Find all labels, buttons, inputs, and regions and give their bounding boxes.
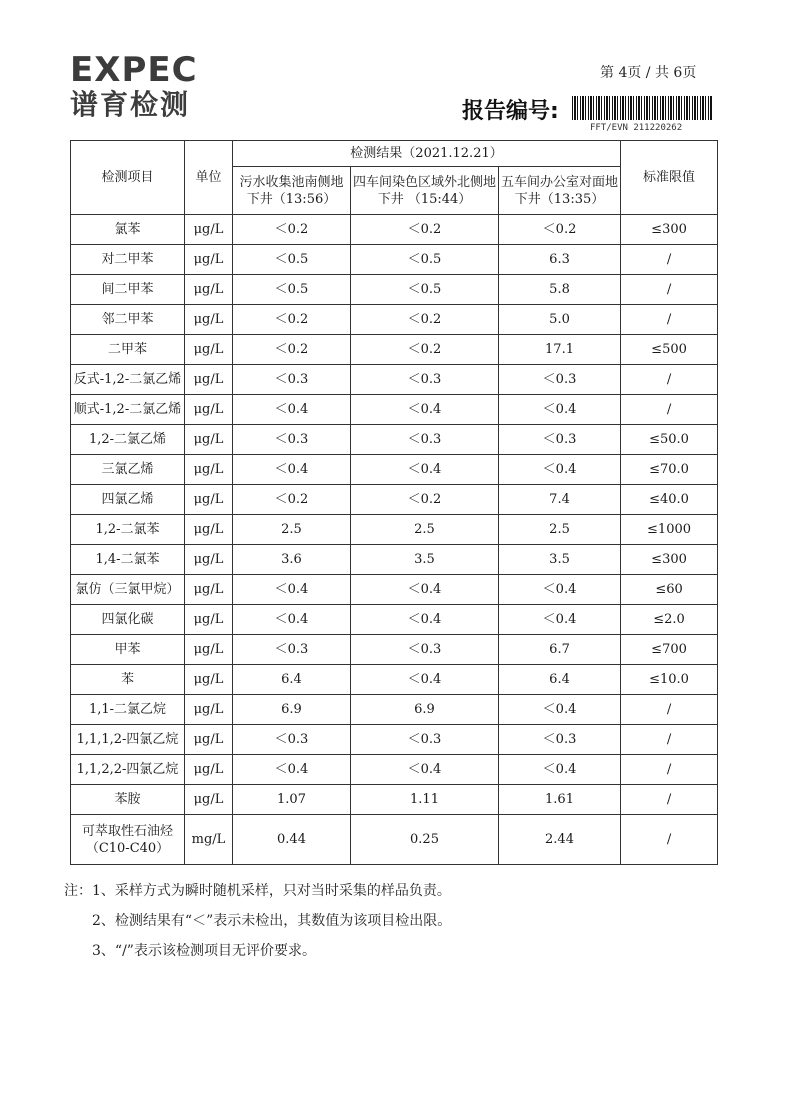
cell-item: 顺式-1,2-二氯乙烯: [71, 395, 185, 425]
cell-unit: μg/L: [185, 665, 233, 695]
cell-value-3: ＜0.2: [499, 215, 621, 245]
cell-unit: μg/L: [185, 275, 233, 305]
cell-limit: /: [621, 245, 718, 275]
cell-item: [71, 815, 185, 865]
cell-value-2: ＜0.4: [351, 575, 499, 605]
cell-item: 间二甲苯: [71, 275, 185, 305]
cell-item: 1,4-二氯苯: [71, 545, 185, 575]
cell-limit: /: [621, 725, 718, 755]
table-row: [71, 515, 718, 545]
cell-value-1: 2.5: [233, 515, 351, 545]
table-row: [71, 635, 718, 665]
cell-limit: ≤60: [621, 575, 718, 605]
table-row: [71, 785, 718, 815]
cell-value-1: ＜0.4: [233, 605, 351, 635]
cell-unit: μg/L: [185, 635, 233, 665]
table-row: [71, 695, 718, 725]
table-row: [71, 305, 718, 335]
cell-value-2: ＜0.4: [351, 395, 499, 425]
report-id: FFT/EVN 211220262: [590, 123, 683, 133]
cell-value-1: ＜0.4: [233, 395, 351, 425]
page-number: 第 4页 / 共 6页: [600, 65, 697, 81]
table-row: [71, 575, 718, 605]
cell-item: 1,2-二氯苯: [71, 515, 185, 545]
cell-value-1: ＜0.2: [233, 335, 351, 365]
cell-value-1: ＜0.5: [233, 245, 351, 275]
cell-item: 三氯乙烯: [71, 455, 185, 485]
cell-value-3: ＜0.3: [499, 725, 621, 755]
cell-unit: μg/L: [185, 605, 233, 635]
cell-limit: /: [621, 785, 718, 815]
header-limit: 标准限值: [621, 141, 718, 215]
cell-unit: μg/L: [185, 515, 233, 545]
cell-value-3: 1.61: [499, 785, 621, 815]
cell-value-2: 2.5: [351, 515, 499, 545]
cell-limit: /: [621, 395, 718, 425]
cell-value-1: ＜0.3: [233, 635, 351, 665]
cell-value-1: ＜0.3: [233, 725, 351, 755]
table-row: [71, 665, 718, 695]
cell-value-1: ＜0.2: [233, 305, 351, 335]
cell-unit: μg/L: [185, 785, 233, 815]
cell-value-1: ＜0.2: [233, 485, 351, 515]
cell-item: 苯: [71, 665, 185, 695]
note-3: 3、“/”表示该检测项目无评价要求。: [92, 943, 316, 959]
company-logo: [70, 52, 220, 122]
cell-limit: /: [621, 305, 718, 335]
table-row: [71, 455, 718, 485]
cell-value-2: ＜0.4: [351, 605, 499, 635]
cell-item: 苯胺: [71, 785, 185, 815]
cell-value-3: 6.3: [499, 245, 621, 275]
cell-value-3: ＜0.4: [499, 575, 621, 605]
cell-limit: /: [621, 755, 718, 785]
logo-english: EXPEC: [70, 50, 198, 90]
cell-value-3: 6.7: [499, 635, 621, 665]
cell-value-2: ＜0.2: [351, 485, 499, 515]
cell-value-2: 1.11: [351, 785, 499, 815]
cell-value-3: ＜0.4: [499, 455, 621, 485]
cell-item: 对二甲苯: [71, 245, 185, 275]
barcode: [572, 96, 712, 120]
cell-value-1: ＜0.4: [233, 455, 351, 485]
cell-unit: μg/L: [185, 545, 233, 575]
cell-value-1: 1.07: [233, 785, 351, 815]
cell-unit: μg/L: [185, 575, 233, 605]
cell-value-3: ＜0.3: [499, 425, 621, 455]
cell-item: 邻二甲苯: [71, 305, 185, 335]
table-row: [71, 215, 718, 245]
table-row: [71, 815, 718, 865]
cell-limit: ≤10.0: [621, 665, 718, 695]
cell-item-line1: 可萃取性石油烃: [81, 823, 173, 839]
cell-value-3: 5.8: [499, 275, 621, 305]
cell-item: 甲苯: [71, 635, 185, 665]
cell-unit: μg/L: [185, 485, 233, 515]
cell-value-1: 0.44: [233, 815, 351, 865]
cell-unit: mg/L: [185, 815, 233, 865]
cell-item: 四氯化碳: [71, 605, 185, 635]
cell-limit: ≤300: [621, 215, 718, 245]
header-results: 检测结果（2021.12.21）: [233, 141, 621, 167]
cell-value-1: ＜0.3: [233, 425, 351, 455]
cell-limit: ≤70.0: [621, 455, 718, 485]
header-item: 检测项目: [71, 141, 185, 215]
cell-value-1: ＜0.3: [233, 365, 351, 395]
seal-stamp: [760, 505, 798, 665]
cell-value-2: ＜0.4: [351, 455, 499, 485]
cell-limit: ≤500: [621, 335, 718, 365]
table-body: [71, 215, 718, 865]
cell-item: 氯仿（三氯甲烷）: [71, 575, 185, 605]
cell-unit: μg/L: [185, 245, 233, 275]
cell-value-3: ＜0.4: [499, 605, 621, 635]
cell-value-2: ＜0.3: [351, 365, 499, 395]
cell-item: 1,2-二氯乙烯: [71, 425, 185, 455]
cell-value-1: ＜0.4: [233, 575, 351, 605]
cell-value-3: ＜0.4: [499, 755, 621, 785]
cell-value-2: 0.25: [351, 815, 499, 865]
cell-limit: /: [621, 275, 718, 305]
cell-limit: ≤300: [621, 545, 718, 575]
cell-limit: /: [621, 365, 718, 395]
cell-unit: μg/L: [185, 725, 233, 755]
cell-limit: ≤700: [621, 635, 718, 665]
cell-limit: ≤2.0: [621, 605, 718, 635]
cell-value-2: ＜0.4: [351, 755, 499, 785]
cell-value-2: ＜0.5: [351, 275, 499, 305]
note-1: 注：1、采样方式为瞬时随机采样，只对当时采集的样品负责。: [64, 883, 451, 899]
cell-value-2: ＜0.3: [351, 425, 499, 455]
cell-limit: /: [621, 695, 718, 725]
notes: [64, 876, 451, 966]
cell-value-1: 6.4: [233, 665, 351, 695]
cell-value-3: 6.4: [499, 665, 621, 695]
cell-value-3: 2.44: [499, 815, 621, 865]
cell-item: 反式-1,2-二氯乙烯: [71, 365, 185, 395]
cell-value-3: 3.5: [499, 545, 621, 575]
cell-unit: μg/L: [185, 335, 233, 365]
table-row: [71, 245, 718, 275]
table-row: [71, 275, 718, 305]
cell-item: 氯苯: [71, 215, 185, 245]
cell-value-3: ＜0.4: [499, 395, 621, 425]
cell-value-3: ＜0.3: [499, 365, 621, 395]
cell-item: 四氯乙烯: [71, 485, 185, 515]
cell-value-2: ＜0.3: [351, 725, 499, 755]
table-row: [71, 395, 718, 425]
results-table: [70, 140, 718, 865]
logo-chinese: 谱育检测: [70, 88, 191, 121]
cell-value-1: ＜0.5: [233, 275, 351, 305]
cell-value-2: ＜0.2: [351, 215, 499, 245]
cell-value-1: 3.6: [233, 545, 351, 575]
cell-value-1: 6.9: [233, 695, 351, 725]
table-row: [71, 725, 718, 755]
cell-value-2: 3.5: [351, 545, 499, 575]
table-row: [71, 605, 718, 635]
table-row: [71, 545, 718, 575]
header-location-3: 五车间办公室对面地下井（13:35）: [499, 167, 621, 215]
header-location-1: 污水收集池南侧地下井（13:56）: [233, 167, 351, 215]
cell-unit: μg/L: [185, 425, 233, 455]
cell-value-3: 2.5: [499, 515, 621, 545]
cell-unit: μg/L: [185, 455, 233, 485]
cell-unit: μg/L: [185, 215, 233, 245]
cell-value-2: 6.9: [351, 695, 499, 725]
cell-item: 1,1,2,2-四氯乙烷: [71, 755, 185, 785]
cell-value-2: ＜0.2: [351, 305, 499, 335]
table-row: [71, 335, 718, 365]
cell-item: 二甲苯: [71, 335, 185, 365]
cell-value-3: 7.4: [499, 485, 621, 515]
note-2: 2、检测结果有“＜”表示未检出，其数值为该项目检出限。: [92, 913, 452, 929]
cell-unit: μg/L: [185, 755, 233, 785]
cell-unit: μg/L: [185, 305, 233, 335]
cell-limit: ≤40.0: [621, 485, 718, 515]
cell-item: 1,1,1,2-四氯乙烷: [71, 725, 185, 755]
cell-limit: ≤50.0: [621, 425, 718, 455]
cell-limit: ≤1000: [621, 515, 718, 545]
report-number-label: 报告编号:: [462, 99, 559, 124]
cell-value-2: ＜0.3: [351, 635, 499, 665]
cell-value-1: ＜0.2: [233, 215, 351, 245]
table-row: [71, 485, 718, 515]
cell-limit: /: [621, 815, 718, 865]
table-row: [71, 365, 718, 395]
table-row: [71, 425, 718, 455]
cell-value-2: ＜0.2: [351, 335, 499, 365]
header-unit: 单位: [185, 141, 233, 215]
cell-value-2: ＜0.4: [351, 665, 499, 695]
header-location-2: 四车间染色区域外北侧地下井 （15:44）: [351, 167, 499, 215]
cell-value-3: 5.0: [499, 305, 621, 335]
cell-value-3: ＜0.4: [499, 695, 621, 725]
cell-unit: μg/L: [185, 395, 233, 425]
cell-unit: μg/L: [185, 365, 233, 395]
cell-unit: μg/L: [185, 695, 233, 725]
cell-item: 1,1-二氯乙烷: [71, 695, 185, 725]
cell-value-3: 17.1: [499, 335, 621, 365]
table-row: [71, 755, 718, 785]
cell-value-2: ＜0.5: [351, 245, 499, 275]
cell-value-1: ＜0.4: [233, 755, 351, 785]
cell-item-line2: （C10-C40）: [85, 840, 170, 856]
